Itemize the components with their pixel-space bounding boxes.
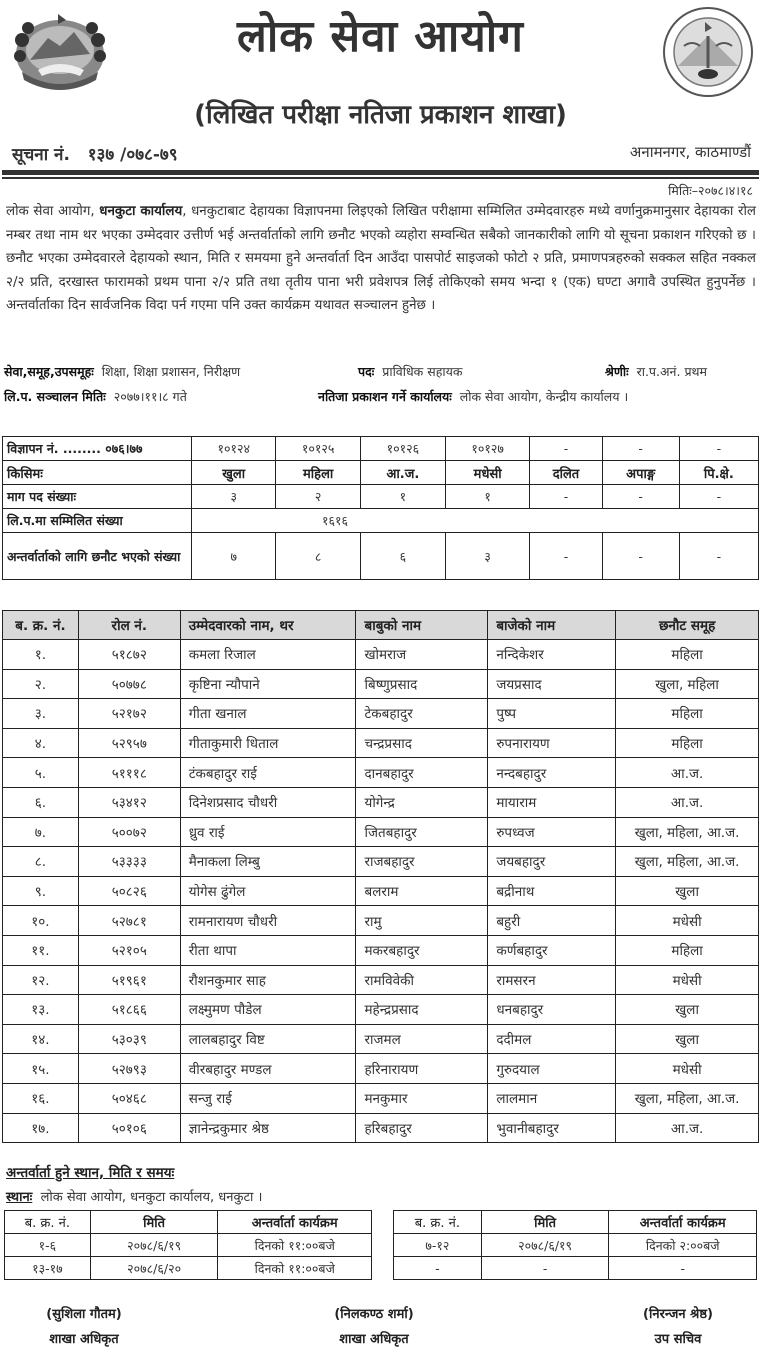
row-father-name: योगेन्द्र — [356, 787, 488, 817]
demand-cell: - — [602, 485, 679, 509]
selected-cell: - — [530, 533, 602, 580]
kind-row — [3, 461, 759, 485]
table-row — [3, 965, 759, 995]
selected-cell: - — [679, 533, 758, 580]
row-roll-number: ५३३३३ — [78, 847, 180, 877]
results-header-row — [3, 611, 759, 640]
row-selection-group: खुला — [616, 1024, 759, 1054]
row-selection-group: खुला, महिला, आ.ज. — [616, 1083, 759, 1113]
row-roll-number: ५०८२६ — [78, 876, 180, 906]
signature-block — [578, 1302, 761, 1352]
demand-cell: १ — [360, 485, 445, 509]
schedule-serial: - — [394, 1257, 482, 1280]
adv-row — [3, 437, 759, 461]
table-row — [3, 1113, 759, 1143]
kind-cell: आ.ज. — [360, 461, 445, 485]
table-row — [3, 995, 759, 1025]
row-roll-number: ५१८६६ — [78, 995, 180, 1025]
service-value: शिक्षा, शिक्षा प्रशासन, निरीक्षण — [101, 364, 241, 379]
header-divider-thick — [2, 170, 759, 175]
row-roll-number: ५१८७२ — [78, 640, 180, 670]
schedule-date: - — [481, 1257, 609, 1280]
page-title: लोक सेवा आयोग — [237, 11, 524, 62]
schedule-col-date: मिति — [90, 1211, 218, 1234]
row-candidate-name: गीताकुमारी धिताल — [180, 728, 356, 758]
row-candidate-name: ध्रुव राई — [180, 817, 356, 847]
demand-label: माग पद संख्याः — [3, 485, 192, 509]
row-candidate-name: गीता खनाल — [180, 699, 356, 729]
col-candidate-name: उम्मेदवारको नाम, थर — [180, 611, 356, 640]
exam-date-value: २०७७।११।८ गते — [113, 389, 187, 404]
row-father-name: हरिनारायण — [356, 1054, 488, 1084]
adv-number: १०१२४ — [192, 437, 276, 461]
row-grandfather-name: पुष्प — [488, 699, 616, 729]
row-candidate-name: दिनेशप्रसाद चौधरी — [180, 787, 356, 817]
row-roll-number: ५२१०५ — [78, 935, 180, 965]
kind-cell: खुला — [192, 461, 276, 485]
selected-cell: ६ — [360, 533, 445, 580]
row-serial: १. — [3, 640, 79, 670]
row-grandfather-name: नन्दबहादुर — [488, 758, 616, 788]
schedule-row — [5, 1234, 372, 1257]
row-roll-number: ५०१०६ — [78, 1113, 180, 1143]
row-selection-group: मधेसी — [616, 1054, 759, 1084]
row-grandfather-name: लालमान — [488, 1083, 616, 1113]
signatory-name: (निरन्जन श्रेष्ठ) — [643, 1307, 713, 1322]
notice-label: सूचना नं. — [12, 145, 70, 165]
interview-schedule-table-left — [4, 1210, 372, 1280]
place-value: लोक सेवा आयोग, धनकुटा कार्यालय, धनकुटा । — [40, 1190, 263, 1205]
participants-value: १६१६ — [192, 509, 759, 533]
schedule-header-row — [394, 1211, 757, 1234]
row-candidate-name: रामनारायण चौधरी — [180, 906, 356, 936]
participants-row — [3, 509, 759, 533]
signatory-name: (सुशिला गौतम) — [46, 1307, 122, 1322]
row-grandfather-name: बद्रीनाथ — [488, 876, 616, 906]
row-father-name: दानबहादुर — [356, 758, 488, 788]
row-serial: १५. — [3, 1054, 79, 1084]
schedule-date: २०७८/६/१९ — [90, 1234, 218, 1257]
row-grandfather-name: बहुरी — [488, 906, 616, 936]
demand-row — [3, 485, 759, 509]
row-serial: १६. — [3, 1083, 79, 1113]
signatory-title: शाखा अधिकृत — [339, 1332, 409, 1347]
signatory-title: शाखा अधिकृत — [49, 1332, 119, 1347]
row-selection-group: महिला — [616, 728, 759, 758]
demand-cell: - — [530, 485, 602, 509]
schedule-serial: १३-१७ — [5, 1257, 91, 1280]
row-roll-number: ५३४१२ — [78, 787, 180, 817]
row-selection-group: मधेसी — [616, 906, 759, 936]
interview-heading: अन्तर्वार्ता हुने स्थान, मिति र समयः — [6, 1165, 175, 1181]
table-row — [3, 906, 759, 936]
row-selection-group: महिला — [616, 935, 759, 965]
row-grandfather-name: ददीमल — [488, 1024, 616, 1054]
signature-block — [274, 1302, 474, 1352]
schedule-date: २०७८/६/१९ — [481, 1234, 609, 1257]
row-roll-number: ५२७९३ — [78, 1054, 180, 1084]
row-serial: ५. — [3, 758, 79, 788]
para-office: धनकुटा कार्यालय — [99, 204, 183, 219]
row-grandfather-name: रुपनारायण — [488, 728, 616, 758]
schedule-row — [394, 1257, 757, 1280]
row-father-name: जितबहादुर — [356, 817, 488, 847]
schedule-header-row — [5, 1211, 372, 1234]
schedule-col-date: मिति — [481, 1211, 609, 1234]
table-row — [3, 787, 759, 817]
adv-number: - — [679, 437, 758, 461]
row-candidate-name: रौशनकुमार साह — [180, 965, 356, 995]
row-roll-number: ५०७७८ — [78, 669, 180, 699]
exam-date-label: लि.प. सञ्चालन मितिः — [4, 389, 106, 404]
row-grandfather-name: रामसरन — [488, 965, 616, 995]
row-grandfather-name: रुपध्वज — [488, 817, 616, 847]
row-candidate-name: वीरबहादुर मण्डल — [180, 1054, 356, 1084]
row-selection-group: महिला — [616, 640, 759, 670]
adv-label: विज्ञापन नं. ........ ०७६।७७ — [3, 437, 192, 461]
page-subtitle: (लिखित परीक्षा नतिजा प्रकाशन शाखा) — [194, 100, 567, 130]
results-table — [2, 610, 759, 1143]
row-grandfather-name: नन्दिकेशर — [488, 640, 616, 670]
row-serial: १७. — [3, 1113, 79, 1143]
row-serial: १४. — [3, 1024, 79, 1054]
row-candidate-name: कृष्टिना न्यौपाने — [180, 669, 356, 699]
service-group — [4, 363, 240, 380]
row-candidate-name: लक्ष्मुमण पौडेल — [180, 995, 356, 1025]
row-father-name: मकरबहादुर — [356, 935, 488, 965]
schedule-col-serial: ब. क्र. नं. — [394, 1211, 482, 1234]
row-grandfather-name: मायाराम — [488, 787, 616, 817]
schedule-time: दिनको ११:००बजे — [218, 1257, 372, 1280]
table-row — [3, 1054, 759, 1084]
demand-cell: ३ — [192, 485, 276, 509]
row-roll-number: ५२७८१ — [78, 906, 180, 936]
table-row — [3, 847, 759, 877]
schedule-col-program: अन्तर्वार्ता कार्यक्रम — [218, 1211, 372, 1234]
selected-cell: ७ — [192, 533, 276, 580]
place-label: स्थानः — [6, 1190, 33, 1205]
participants-label: लि.प.मा सम्मिलित संख्या — [3, 509, 192, 533]
schedule-col-serial: ब. क्र. नं. — [5, 1211, 91, 1234]
row-roll-number: ५१११८ — [78, 758, 180, 788]
row-father-name: मनकुमार — [356, 1083, 488, 1113]
demand-cell: २ — [276, 485, 360, 509]
schedule-time: दिनको ११:००बजे — [218, 1234, 372, 1257]
notice-paragraph — [6, 200, 756, 318]
table-row — [3, 669, 759, 699]
kind-cell: दलित — [530, 461, 602, 485]
notice-number — [12, 142, 178, 165]
result-office-label: नतिजा प्रकाशन गर्ने कार्यालयः — [318, 389, 452, 404]
selected-cell: ३ — [445, 533, 529, 580]
row-serial: ९. — [3, 876, 79, 906]
row-father-name: रामु — [356, 906, 488, 936]
header-divider-thin — [2, 177, 759, 179]
selected-label: अन्तर्वार्ताको लागि छनौट भएको संख्या — [3, 533, 192, 580]
row-candidate-name: योगेस ढुंगेल — [180, 876, 356, 906]
row-roll-number: ५२९५७ — [78, 728, 180, 758]
table-row — [3, 699, 759, 729]
class — [605, 363, 707, 380]
row-serial: ११. — [3, 935, 79, 965]
row-father-name: बलराम — [356, 876, 488, 906]
class-value: रा.प.अनं. प्रथम — [636, 364, 708, 379]
adv-number: - — [530, 437, 602, 461]
schedule-serial: ७-१२ — [394, 1234, 482, 1257]
row-father-name: महेन्द्रप्रसाद — [356, 995, 488, 1025]
schedule-date: २०७८/६/२० — [90, 1257, 218, 1280]
post-label: पदः — [358, 364, 375, 379]
row-father-name: बिष्णुप्रसाद — [356, 669, 488, 699]
schedule-col-program: अन्तर्वार्ता कार्यक्रम — [609, 1211, 757, 1234]
notice-value: १३७ /०७८-७९ — [87, 145, 178, 165]
class-label: श्रेणीः — [605, 364, 629, 379]
row-selection-group: खुला, महिला, आ.ज. — [616, 847, 759, 877]
schedule-row — [394, 1234, 757, 1257]
kind-cell: महिला — [276, 461, 360, 485]
col-grandfather-name: बाजेको नाम — [488, 611, 616, 640]
table-row — [3, 817, 759, 847]
service-label: सेवा,समूह,उपसमूहः — [4, 364, 94, 379]
row-selection-group: खुला, महिला — [616, 669, 759, 699]
row-serial: २. — [3, 669, 79, 699]
col-selection-group: छनौट समूह — [616, 611, 759, 640]
demand-cell: - — [679, 485, 758, 509]
adv-number: १०१२५ — [276, 437, 360, 461]
row-candidate-name: रीता थापा — [180, 935, 356, 965]
col-serial: ब. क्र. नं. — [3, 611, 79, 640]
row-serial: ६. — [3, 787, 79, 817]
result-office-value: लोक सेवा आयोग, केन्द्रीय कार्यालय । — [459, 389, 629, 404]
selected-cell: - — [602, 533, 679, 580]
row-father-name: टेकबहादुर — [356, 699, 488, 729]
col-roll: रोल नं. — [78, 611, 180, 640]
row-candidate-name: लालबहादुर विष्ट — [180, 1024, 356, 1054]
row-father-name: राजमल — [356, 1024, 488, 1054]
kind-cell: पि.क्षे. — [679, 461, 758, 485]
row-candidate-name: कमला रिजाल — [180, 640, 356, 670]
row-selection-group: खुला, महिला, आ.ज. — [616, 817, 759, 847]
kind-cell: अपाङ्ग — [602, 461, 679, 485]
schedule-time: दिनको २:००बजे — [609, 1234, 757, 1257]
row-grandfather-name: कर्णबहादुर — [488, 935, 616, 965]
row-serial: ४. — [3, 728, 79, 758]
row-roll-number: ५०४६८ — [78, 1083, 180, 1113]
row-father-name: चन्द्रप्रसाद — [356, 728, 488, 758]
para-prefix: लोक सेवा आयोग, — [6, 204, 95, 219]
row-selection-group: आ.ज. — [616, 758, 759, 788]
col-father-name: बाबुको नाम — [356, 611, 488, 640]
row-grandfather-name: भुवानीबहादुर — [488, 1113, 616, 1143]
row-candidate-name: मैनाकला लिम्बु — [180, 847, 356, 877]
row-grandfather-name: गुरुदयाल — [488, 1054, 616, 1084]
table-row — [3, 728, 759, 758]
schedule-serial: १-६ — [5, 1234, 91, 1257]
vacancy-summary-table — [2, 436, 759, 580]
row-roll-number: ५००७२ — [78, 817, 180, 847]
row-candidate-name: ज्ञानेन्द्रकुमार श्रेष्ठ — [180, 1113, 356, 1143]
row-serial: ३. — [3, 699, 79, 729]
row-roll-number: ५२१७२ — [78, 699, 180, 729]
table-row — [3, 640, 759, 670]
signatory-name: (निलकण्ठ शर्मा) — [334, 1307, 414, 1322]
notice-date: मितिः–२०७८।४।१८ — [668, 183, 753, 198]
adv-number: १०१२७ — [445, 437, 529, 461]
row-grandfather-name: धनबहादुर — [488, 995, 616, 1025]
table-row — [3, 935, 759, 965]
row-roll-number: ५३०३९ — [78, 1024, 180, 1054]
row-selection-group: आ.ज. — [616, 787, 759, 817]
schedule-row — [5, 1257, 372, 1280]
selected-row — [3, 533, 759, 580]
signature-block — [0, 1302, 184, 1352]
row-selection-group: महिला — [616, 699, 759, 729]
row-grandfather-name: जयबहादुर — [488, 847, 616, 877]
signatory-title: उप सचिव — [654, 1332, 702, 1347]
row-selection-group: खुला — [616, 995, 759, 1025]
row-father-name: खोमराज — [356, 640, 488, 670]
selected-cell: ८ — [276, 533, 360, 580]
row-father-name: हरिबहादुर — [356, 1113, 488, 1143]
row-selection-group: मधेसी — [616, 965, 759, 995]
post — [358, 363, 462, 380]
kind-label: किसिमः — [3, 461, 192, 485]
table-row — [3, 758, 759, 788]
row-selection-group: आ.ज. — [616, 1113, 759, 1143]
row-serial: १०. — [3, 906, 79, 936]
exam-date — [4, 388, 187, 405]
kind-cell: मधेसी — [445, 461, 529, 485]
para-text: , धनकुटाबाट देहायका विज्ञापनमा लिइएको लिखित परीक्षामा सम्मिलित उम्मेदवारहरु मध्ये वर्णानुक्रमानुसार देहायका रोल नम्बर तथा नाम थर भएका उम्मेदवार उत्तीर्ण भई अन्तर्वार्ताको लागि छनौट भएको व्यहोरा सम्वन्धित सबैको जानकारीको लागि यो सूचना प्रकाशन गरिएको छ । छनौट भएका उम्मेदवारले देहायको स्थान, मिति र समयमा हुने अन्तर्वार्ता दिन आउँदा पासपोर्ट साइजको फोटो २ प्रति, प्रमाणपत्रहरुको सक्कल सहित नक्कल २/२ प्रति, दरखास्त फारामको प्रथम पाना २/२ प्रति तथा तृतीय पाना भरी प्रवेशपत्र लिई तोकिएको समय भन्दा १ (एक) घण्टा अगावै उपस्थित हुनुपर्नेछ । अन्तर्वार्ताका दिन सार्वजनिक विदा पर्न गएमा पनि उक्त कार्यक्रम यथावत सञ्चालन हुनेछ । — [6, 204, 756, 313]
row-serial: १३. — [3, 995, 79, 1025]
row-candidate-name: टंकबहादुर राई — [180, 758, 356, 788]
adv-number: - — [602, 437, 679, 461]
row-father-name: रामविवेकी — [356, 965, 488, 995]
interview-schedule-table-right — [393, 1210, 757, 1280]
row-grandfather-name: जयप्रसाद — [488, 669, 616, 699]
row-serial: ८. — [3, 847, 79, 877]
post-value: प्राविधिक सहायक — [382, 364, 463, 379]
table-row — [3, 1083, 759, 1113]
row-father-name: राजबहादुर — [356, 847, 488, 877]
table-row — [3, 876, 759, 906]
schedule-time: - — [609, 1257, 757, 1280]
adv-number: १०१२६ — [360, 437, 445, 461]
demand-cell: १ — [445, 485, 529, 509]
table-row — [3, 1024, 759, 1054]
row-serial: ७. — [3, 817, 79, 847]
row-candidate-name: सन्जु राई — [180, 1083, 356, 1113]
row-selection-group: खुला — [616, 876, 759, 906]
interview-place — [6, 1187, 262, 1205]
result-office — [318, 388, 628, 405]
office-address: अनामनगर, काठमाण्डौं — [629, 143, 751, 161]
row-serial: १२. — [3, 965, 79, 995]
row-roll-number: ५१९६१ — [78, 965, 180, 995]
